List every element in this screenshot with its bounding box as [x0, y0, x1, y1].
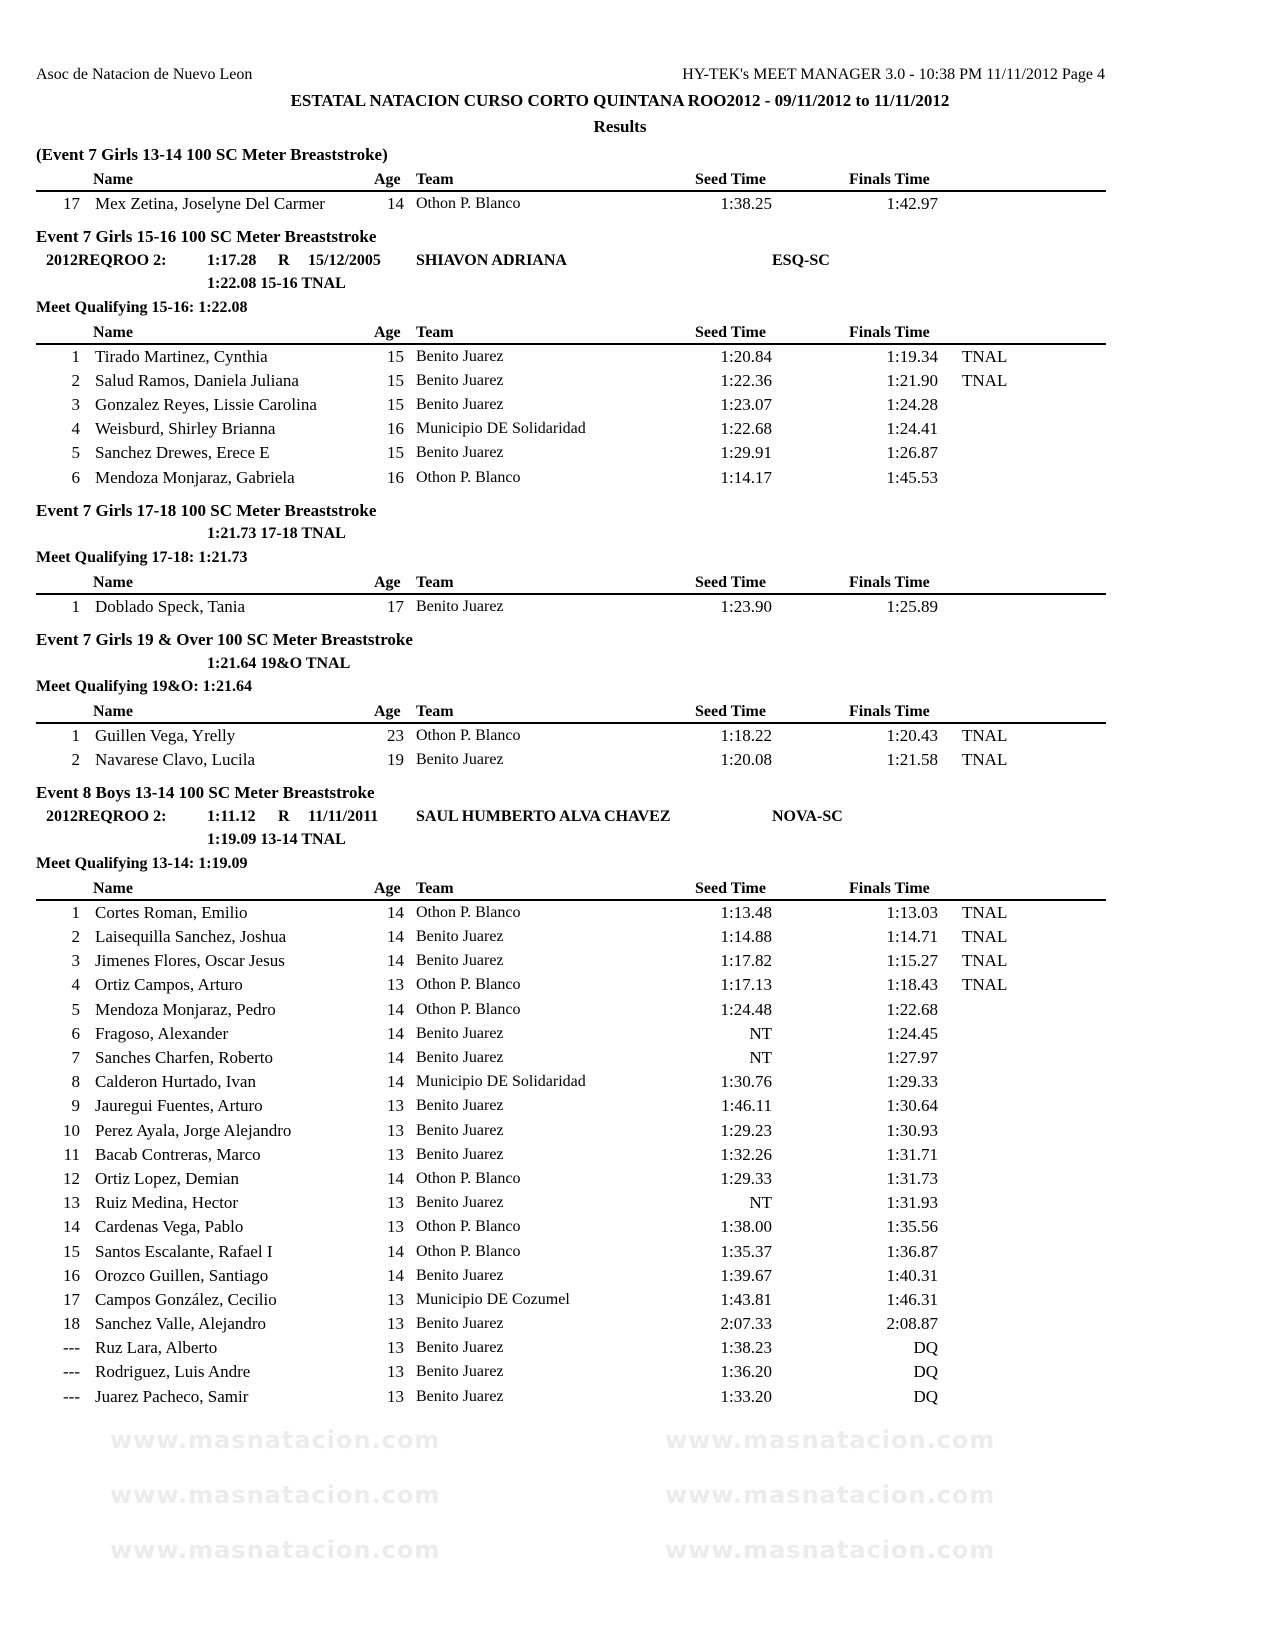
finals-time: 1:22.68: [886, 999, 938, 1019]
swimmer-name: Orozco Guillen, Santiago: [95, 1265, 269, 1285]
swimmer-name: Ortiz Campos, Arturo: [95, 975, 243, 995]
finals-time: 1:45.53: [886, 467, 938, 487]
column-finals: Finals Time: [849, 171, 930, 188]
age: 17: [387, 596, 404, 616]
column-name: Name: [93, 703, 133, 720]
finals-time: DQ: [913, 1362, 938, 1382]
team: Benito Juarez: [416, 928, 504, 946]
event-title: (Event 7 Girls 13-14 100 SC Meter Breaststroke): [36, 145, 388, 164]
team: Benito Juarez: [416, 396, 504, 414]
swimmer-name: Ortiz Lopez, Demian: [95, 1168, 239, 1188]
swimmer-name: Weisburd, Shirley Brianna: [95, 419, 276, 439]
column-team: Team: [416, 879, 454, 897]
team: Othon P. Blanco: [416, 1218, 521, 1236]
swimmer-name: Gonzalez Reyes, Lissie Carolina: [95, 395, 317, 415]
place: 6: [71, 467, 80, 487]
qualifier-note: TNAL: [962, 750, 1008, 770]
seed-time: 1:35.37: [720, 1241, 772, 1261]
swimmer-name: Santos Escalante, Rafael I: [95, 1241, 273, 1261]
finals-time: 1:24.41: [886, 419, 938, 439]
event-title: Event 8 Boys 13-14 100 SC Meter Breaststroke: [36, 783, 375, 803]
finals-time: 1:35.56: [886, 1217, 938, 1237]
seed-time: NT: [749, 1193, 772, 1213]
swimmer-name: Navarese Clavo, Lucila: [95, 750, 256, 770]
team: Othon P. Blanco: [416, 1242, 521, 1260]
seed-time: 1:18.22: [720, 726, 772, 745]
watermark: www.masnatacion.com: [110, 1426, 441, 1454]
meet-qualifying: Meet Qualifying 13-14: 1:19.09: [36, 854, 248, 872]
seed-time: 1:39.67: [720, 1265, 772, 1285]
swimmer-name: Mendoza Monjaraz, Pedro: [95, 999, 276, 1019]
place: 4: [71, 419, 80, 439]
column-seed: Seed Time: [695, 703, 766, 720]
age: 14: [387, 1048, 404, 1067]
column-seed: Seed Time: [695, 879, 766, 897]
swimmer-name: Salud Ramos, Daniela Juliana: [95, 370, 299, 390]
result-row: [36, 1312, 1106, 1336]
column-age: Age: [374, 879, 401, 897]
result-row: [36, 973, 1106, 997]
seed-time: 1:14.88: [720, 927, 772, 947]
result-row: [36, 417, 1106, 441]
age: 13: [387, 1289, 404, 1309]
place: 17: [63, 1289, 80, 1309]
age: 14: [387, 194, 404, 213]
place: 3: [71, 951, 80, 971]
column-name: Name: [93, 171, 133, 188]
result-row: [36, 1264, 1106, 1288]
team: Benito Juarez: [416, 1339, 504, 1357]
result-row: [36, 1094, 1106, 1118]
place: 12: [63, 1168, 80, 1188]
age: 14: [387, 1023, 404, 1043]
qualifier-note: TNAL: [962, 726, 1008, 745]
record-label: 2012REQROO 2:: [46, 251, 167, 269]
column-seed: Seed Time: [695, 573, 766, 591]
age: 15: [387, 346, 404, 366]
result-row: [36, 345, 1106, 369]
column-age: Age: [374, 323, 401, 341]
age: 13: [387, 1144, 404, 1164]
column-header: [36, 875, 1106, 901]
result-row: [36, 748, 1106, 772]
team: Benito Juarez: [416, 1266, 504, 1284]
record-holder: SAUL HUMBERTO ALVA CHAVEZ: [416, 807, 671, 825]
place: ---: [63, 1386, 80, 1406]
swimmer-name: Cortes Roman, Emilio: [95, 902, 248, 922]
finals-time: 1:20.43: [886, 726, 938, 745]
finals-time: 1:31.93: [886, 1193, 938, 1213]
place: 1: [71, 726, 80, 745]
swimmer-name: Mex Zetina, Joselyne Del Carmer: [95, 194, 325, 213]
team: Othon P. Blanco: [416, 976, 521, 994]
team: Municipio DE Solidaridad: [416, 420, 586, 438]
team: Benito Juarez: [416, 597, 504, 615]
finals-time: 1:26.87: [886, 443, 938, 463]
qualifier-note: TNAL: [962, 346, 1008, 366]
seed-time: 1:17.13: [720, 975, 772, 995]
seed-time: 1:24.48: [720, 999, 772, 1019]
team: Benito Juarez: [416, 751, 504, 769]
finals-time: 1:25.89: [886, 596, 938, 616]
watermark: www.masnatacion.com: [665, 1481, 996, 1509]
age: 23: [387, 726, 404, 745]
result-row: [36, 1240, 1106, 1264]
seed-time: 1:38.23: [720, 1338, 772, 1358]
result-row: [36, 925, 1106, 949]
team: Benito Juarez: [416, 1145, 504, 1163]
seed-time: 1:36.20: [720, 1362, 772, 1382]
place: 5: [71, 999, 80, 1019]
seed-time: 1:38.00: [720, 1217, 772, 1237]
team: Benito Juarez: [416, 952, 504, 970]
age: 14: [387, 1072, 404, 1092]
swimmer-name: Jauregui Fuentes, Arturo: [95, 1096, 263, 1116]
result-row: [36, 1167, 1106, 1191]
team: Othon P. Blanco: [416, 195, 521, 212]
result-row: [36, 393, 1106, 417]
finals-time: 1:46.31: [886, 1289, 938, 1309]
place: 17: [63, 194, 80, 213]
time-standard: [36, 828, 1106, 852]
swimmer-name: Ruiz Medina, Hector: [95, 1193, 239, 1213]
seed-time: 1:30.76: [720, 1072, 772, 1092]
watermark: www.masnatacion.com: [665, 1426, 996, 1454]
age: 13: [387, 1096, 404, 1116]
result-row: [36, 369, 1106, 393]
team: Othon P. Blanco: [416, 1169, 521, 1187]
event-title: Event 7 Girls 15-16 100 SC Meter Breaststroke: [36, 227, 377, 247]
column-finals: Finals Time: [849, 323, 930, 341]
seed-time: 1:29.33: [720, 1168, 772, 1188]
age: 14: [387, 1265, 404, 1285]
team: Benito Juarez: [416, 1194, 504, 1212]
place: 1: [71, 902, 80, 922]
swimmer-name: Calderon Hurtado, Ivan: [95, 1072, 256, 1092]
place: 6: [71, 1023, 80, 1043]
seed-time: 1:29.23: [720, 1120, 772, 1140]
result-row: [36, 1360, 1106, 1384]
column-age: Age: [374, 573, 401, 591]
column-name: Name: [93, 573, 133, 591]
record-line: [36, 249, 1106, 273]
swimmer-name: Perez Ayala, Jorge Alejandro: [95, 1120, 292, 1140]
meet-qualifying: Meet Qualifying 15-16: 1:22.08: [36, 298, 248, 316]
watermark: www.masnatacion.com: [665, 1536, 996, 1564]
finals-time: 1:21.90: [886, 370, 938, 390]
team: Benito Juarez: [416, 347, 504, 365]
swimmer-name: Doblado Speck, Tania: [95, 596, 246, 616]
results-content: [36, 143, 1106, 1409]
seed-time: NT: [749, 1048, 772, 1067]
team: Othon P. Blanco: [416, 468, 521, 486]
meet-qualifying: Meet Qualifying 17-18: 1:21.73: [36, 548, 248, 566]
place: 8: [71, 1072, 80, 1092]
record-label: 2012REQROO 2:: [46, 807, 167, 825]
record-team: ESQ-SC: [772, 251, 830, 269]
column-header: [36, 167, 1106, 193]
age: 14: [387, 951, 404, 971]
finals-time: DQ: [913, 1338, 938, 1358]
seed-time: 1:20.08: [720, 750, 772, 770]
finals-time: 1:21.58: [886, 750, 938, 770]
finals-time: 1:31.73: [886, 1168, 938, 1188]
team: Othon P. Blanco: [416, 903, 521, 921]
place: 3: [71, 395, 80, 415]
age: 15: [387, 370, 404, 390]
column-seed: Seed Time: [695, 171, 766, 188]
age: 15: [387, 443, 404, 463]
finals-time: 1:30.64: [886, 1096, 938, 1116]
swimmer-name: Guillen Vega, Yrelly: [95, 726, 236, 745]
place: 14: [63, 1217, 80, 1237]
record-flag: R: [278, 807, 290, 825]
finals-time: 1:31.71: [886, 1144, 938, 1164]
result-row: [36, 901, 1106, 925]
result-row: [36, 1022, 1106, 1046]
column-seed: Seed Time: [695, 323, 766, 341]
seed-time: 1:13.48: [720, 902, 772, 922]
team: Benito Juarez: [416, 1363, 504, 1381]
age: 13: [387, 1362, 404, 1382]
finals-time: 1:24.28: [886, 395, 938, 415]
time-standard-text: 1:22.08 15-16 TNAL: [207, 275, 346, 293]
team: Benito Juarez: [416, 1121, 504, 1139]
place: 10: [63, 1120, 80, 1140]
column-team: Team: [416, 703, 454, 720]
age: 13: [387, 1314, 404, 1334]
qualifier-note: TNAL: [962, 370, 1008, 390]
seed-time: 1:14.17: [720, 467, 772, 487]
meet-title: ESTATAL NATACION CURSO CORTO QUINTANA ROO2012 - 09/11/2012 to 11/11/2012: [290, 91, 950, 110]
place: 7: [71, 1048, 80, 1067]
place: 16: [63, 1265, 80, 1285]
seed-time: 1:22.36: [720, 370, 772, 390]
age: 16: [387, 467, 404, 487]
place: ---: [63, 1362, 80, 1382]
column-finals: Finals Time: [849, 879, 930, 897]
age: 13: [387, 1120, 404, 1140]
place: 2: [71, 927, 80, 947]
swimmer-name: Rodriguez, Luis Andre: [95, 1362, 251, 1382]
swimmer-name: Sanchez Drewes, Erece E: [95, 443, 270, 463]
swimmer-name: Cardenas Vega, Pablo: [95, 1217, 244, 1237]
age: 13: [387, 1386, 404, 1406]
team: Benito Juarez: [416, 1097, 504, 1115]
age: 16: [387, 419, 404, 439]
column-finals: Finals Time: [849, 573, 930, 591]
seed-time: 1:38.25: [720, 194, 772, 213]
age: 14: [387, 902, 404, 922]
team: Municipio DE Cozumel: [416, 1290, 570, 1308]
place: 13: [63, 1193, 80, 1213]
time-standard: [36, 522, 1106, 546]
swimmer-name: Fragoso, Alexander: [95, 1023, 229, 1043]
team: Othon P. Blanco: [416, 727, 521, 744]
place: 15: [63, 1241, 80, 1261]
result-row: [36, 1143, 1106, 1167]
seed-time: 1:29.91: [720, 443, 772, 463]
column-team: Team: [416, 171, 454, 188]
column-header: [36, 699, 1106, 725]
swimmer-name: Bacab Contreras, Marco: [95, 1144, 261, 1164]
meet-qualifying: Meet Qualifying 19&O: 1:21.64: [36, 678, 252, 695]
swimmer-name: Laisequilla Sanchez, Joshua: [95, 927, 287, 947]
result-row: [36, 192, 1106, 216]
age: 19: [387, 750, 404, 770]
swimmer-name: Jimenes Flores, Oscar Jesus: [95, 951, 285, 971]
time-standard-text: 1:21.64 19&O TNAL: [207, 654, 351, 672]
column-header: [36, 319, 1106, 345]
swimmer-name: Campos González, Cecilio: [95, 1289, 277, 1309]
seed-time: 1:46.11: [721, 1096, 772, 1116]
swimmer-name: Mendoza Monjaraz, Gabriela: [95, 467, 295, 487]
seed-time: 1:20.84: [720, 346, 772, 366]
result-row: [36, 466, 1106, 490]
age: 15: [387, 395, 404, 415]
team: Municipio DE Solidaridad: [416, 1073, 586, 1091]
team: Benito Juarez: [416, 1315, 504, 1333]
record-line: [36, 805, 1106, 829]
qualifier-note: TNAL: [962, 927, 1008, 947]
column-header: [36, 569, 1106, 595]
qualifier-note: TNAL: [962, 975, 1008, 995]
place: 1: [71, 596, 80, 616]
record-time: 1:17.28: [207, 251, 257, 269]
seed-time: 1:33.20: [720, 1386, 772, 1406]
qualifier-note: TNAL: [962, 902, 1008, 922]
finals-time: 1:27.97: [886, 1048, 938, 1067]
finals-time: 1:36.87: [886, 1241, 938, 1261]
column-name: Name: [93, 879, 133, 897]
finals-time: 1:40.31: [886, 1265, 938, 1285]
column-team: Team: [416, 323, 454, 341]
seed-time: 1:23.07: [720, 395, 772, 415]
record-holder: SHIAVON ADRIANA: [416, 251, 567, 269]
age: 14: [387, 999, 404, 1019]
seed-time: 2:07.33: [720, 1314, 772, 1334]
seed-time: 1:32.26: [720, 1144, 772, 1164]
age: 13: [387, 1338, 404, 1358]
team: Benito Juarez: [416, 1049, 504, 1066]
team: Benito Juarez: [416, 1387, 504, 1405]
column-name: Name: [93, 323, 133, 341]
finals-time: 1:14.71: [886, 927, 938, 947]
place: 2: [71, 750, 80, 770]
place: 2: [71, 370, 80, 390]
column-finals: Finals Time: [849, 703, 930, 720]
swimmer-name: Ruz Lara, Alberto: [95, 1338, 218, 1358]
result-row: [36, 441, 1106, 465]
time-standard-text: 1:19.09 13-14 TNAL: [207, 831, 346, 849]
finals-time: 1:24.45: [886, 1023, 938, 1043]
record-team: NOVA-SC: [772, 807, 843, 825]
software-info: HY-TEK's MEET MANAGER 3.0 - 10:38 PM 11/11/2012 Page 4: [682, 66, 1105, 83]
team: Othon P. Blanco: [416, 1000, 521, 1018]
finals-time: 2:08.87: [886, 1314, 938, 1334]
watermark: www.masnatacion.com: [110, 1536, 441, 1564]
watermark: www.masnatacion.com: [110, 1481, 441, 1509]
record-date: 11/11/2011: [308, 807, 379, 825]
finals-time: 1:30.93: [886, 1120, 938, 1140]
place: 9: [71, 1096, 80, 1116]
record-flag: R: [278, 251, 290, 269]
result-row: [36, 1288, 1106, 1312]
time-standard: [36, 652, 1106, 676]
event-title: Event 7 Girls 19 & Over 100 SC Meter Breaststroke: [36, 630, 413, 649]
swimmer-name: Tirado Martinez, Cynthia: [95, 346, 268, 366]
result-row: [36, 1336, 1106, 1360]
seed-time: 1:43.81: [720, 1289, 772, 1309]
seed-time: 1:17.82: [720, 951, 772, 971]
team: Benito Juarez: [416, 444, 504, 462]
result-row: [36, 724, 1106, 748]
result-row: [36, 595, 1106, 619]
result-row: [36, 1070, 1106, 1094]
age: 13: [387, 1193, 404, 1213]
finals-time: 1:18.43: [886, 975, 938, 995]
organization-name: Asoc de Natacion de Nuevo Leon: [36, 66, 253, 83]
age: 13: [387, 975, 404, 995]
finals-time: 1:29.33: [886, 1072, 938, 1092]
age: 14: [387, 1241, 404, 1261]
time-standard-text: 1:21.73 17-18 TNAL: [207, 525, 346, 543]
result-row: [36, 1215, 1106, 1239]
place: 4: [71, 975, 80, 995]
seed-time: 1:22.68: [720, 419, 772, 439]
result-row: [36, 1191, 1106, 1215]
seed-time: 1:23.90: [720, 596, 772, 616]
column-age: Age: [374, 171, 401, 188]
finals-time: 1:13.03: [886, 902, 938, 922]
record-time: 1:11.12: [207, 807, 256, 825]
age: 14: [387, 927, 404, 947]
column-team: Team: [416, 573, 454, 591]
record-date: 15/12/2005: [308, 251, 381, 269]
result-row: [36, 998, 1106, 1022]
place: 11: [63, 1144, 80, 1164]
team: Benito Juarez: [416, 371, 504, 389]
finals-time: 1:42.97: [886, 194, 938, 213]
age: 13: [387, 1217, 404, 1237]
result-row: [36, 1385, 1106, 1409]
place: ---: [63, 1338, 80, 1358]
result-row: [36, 1119, 1106, 1143]
age: 14: [387, 1168, 404, 1188]
qualifier-note: TNAL: [962, 951, 1008, 971]
place: 5: [71, 443, 80, 463]
results-heading: Results: [593, 117, 647, 136]
finals-time: DQ: [913, 1386, 938, 1406]
finals-time: 1:15.27: [886, 951, 938, 971]
result-row: [36, 1046, 1106, 1070]
swimmer-name: Sanchez Valle, Alejandro: [95, 1314, 267, 1334]
finals-time: 1:19.34: [886, 346, 938, 366]
swimmer-name: Sanches Charfen, Roberto: [95, 1048, 273, 1067]
place: 18: [63, 1314, 80, 1334]
seed-time: NT: [749, 1023, 772, 1043]
team: Benito Juarez: [416, 1024, 504, 1042]
column-age: Age: [374, 703, 401, 720]
place: 1: [71, 346, 80, 366]
swimmer-name: Juarez Pacheco, Samir: [95, 1386, 249, 1406]
time-standard: [36, 272, 1106, 296]
result-row: [36, 949, 1106, 973]
event-title: Event 7 Girls 17-18 100 SC Meter Breaststroke: [36, 500, 377, 520]
